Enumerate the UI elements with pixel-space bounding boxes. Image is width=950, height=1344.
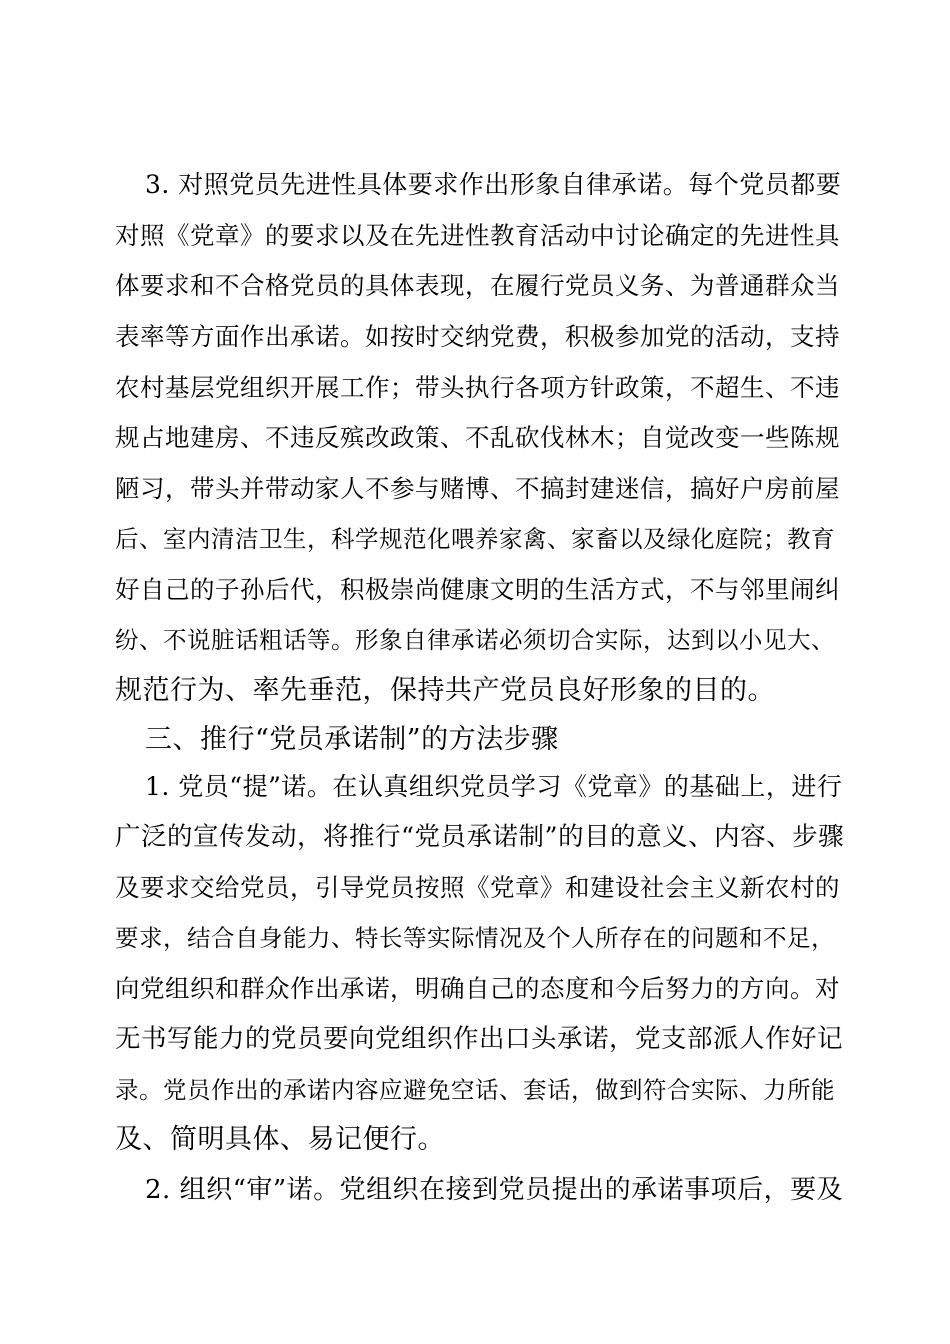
text-line: 陋习，带头并带动家人不参与赌博、不搞封建迷信，搞好户房前屋	[115, 474, 840, 503]
text-line: 录。党员作出的承诺内容应避免空话、套话，做到符合实际、力所能	[115, 1076, 835, 1104]
text-line: 3. 对照党员先进性具体要求作出形象自律承诺。每个党员都要	[145, 170, 842, 199]
text-line: 及、简明具体、易记便行。	[115, 1124, 445, 1155]
text-line: 2. 组织“审”诺。党组织在接到党员提出的承诺事项后，要及	[145, 1175, 844, 1205]
text-line: 向党组织和群众作出承诺，明确自己的态度和今后努力的方向。对	[115, 974, 840, 1003]
text-line: 广泛的宣传发动，将推行“党员承诺制”的目的意义、内容、步骤	[115, 822, 845, 852]
text-line: 要求，结合自身能力、特长等实际情况及个人所存在的问题和不足，	[115, 924, 835, 952]
text-line: 后、室内清洁卫生，科学规范化喂养家禽、家畜以及绿化庭院；教育	[115, 525, 835, 553]
text-line: 1. 党员“提”诺。在认真组织党员学习《党章》的基础上，进行	[145, 772, 843, 801]
text-line: 农村基层党组织开展工作；带头执行各项方针政策，不超生、不违	[115, 373, 840, 402]
text-line: 无书写能力的党员要向党组织作出口头承诺，党支部派人作好记	[115, 1024, 844, 1054]
text-line: 规范行为、率先垂范，保持共产党员良好形象的目的。	[115, 675, 775, 706]
section-heading: 三、推行“党员承诺制”的方法步骤	[145, 724, 559, 755]
text-line: 纷、不说脏话粗话等。形象自律承诺必须切合实际，达到以小见大、	[115, 626, 835, 654]
text-line: 好自己的子孙后代，积极崇尚健康文明的生活方式，不与邻里闹纠	[115, 575, 840, 604]
text-line: 及要求交给党员，引导党员按照《党章》和建设社会主义新农村的	[115, 873, 840, 902]
text-line: 体要求和不合格党员的具体表现，在履行党员义务、为普通群众当	[115, 271, 840, 300]
text-line: 规占地建房、不违反殡改政策、不乱砍伐林木；自觉改变一些陈规	[115, 423, 840, 452]
text-line: 对照《党章》的要求以及在先进性教育活动中讨论确定的先进性具	[115, 221, 840, 250]
text-line: 表率等方面作出承诺。如按时交纳党费，积极参加党的活动，支持	[115, 322, 840, 351]
